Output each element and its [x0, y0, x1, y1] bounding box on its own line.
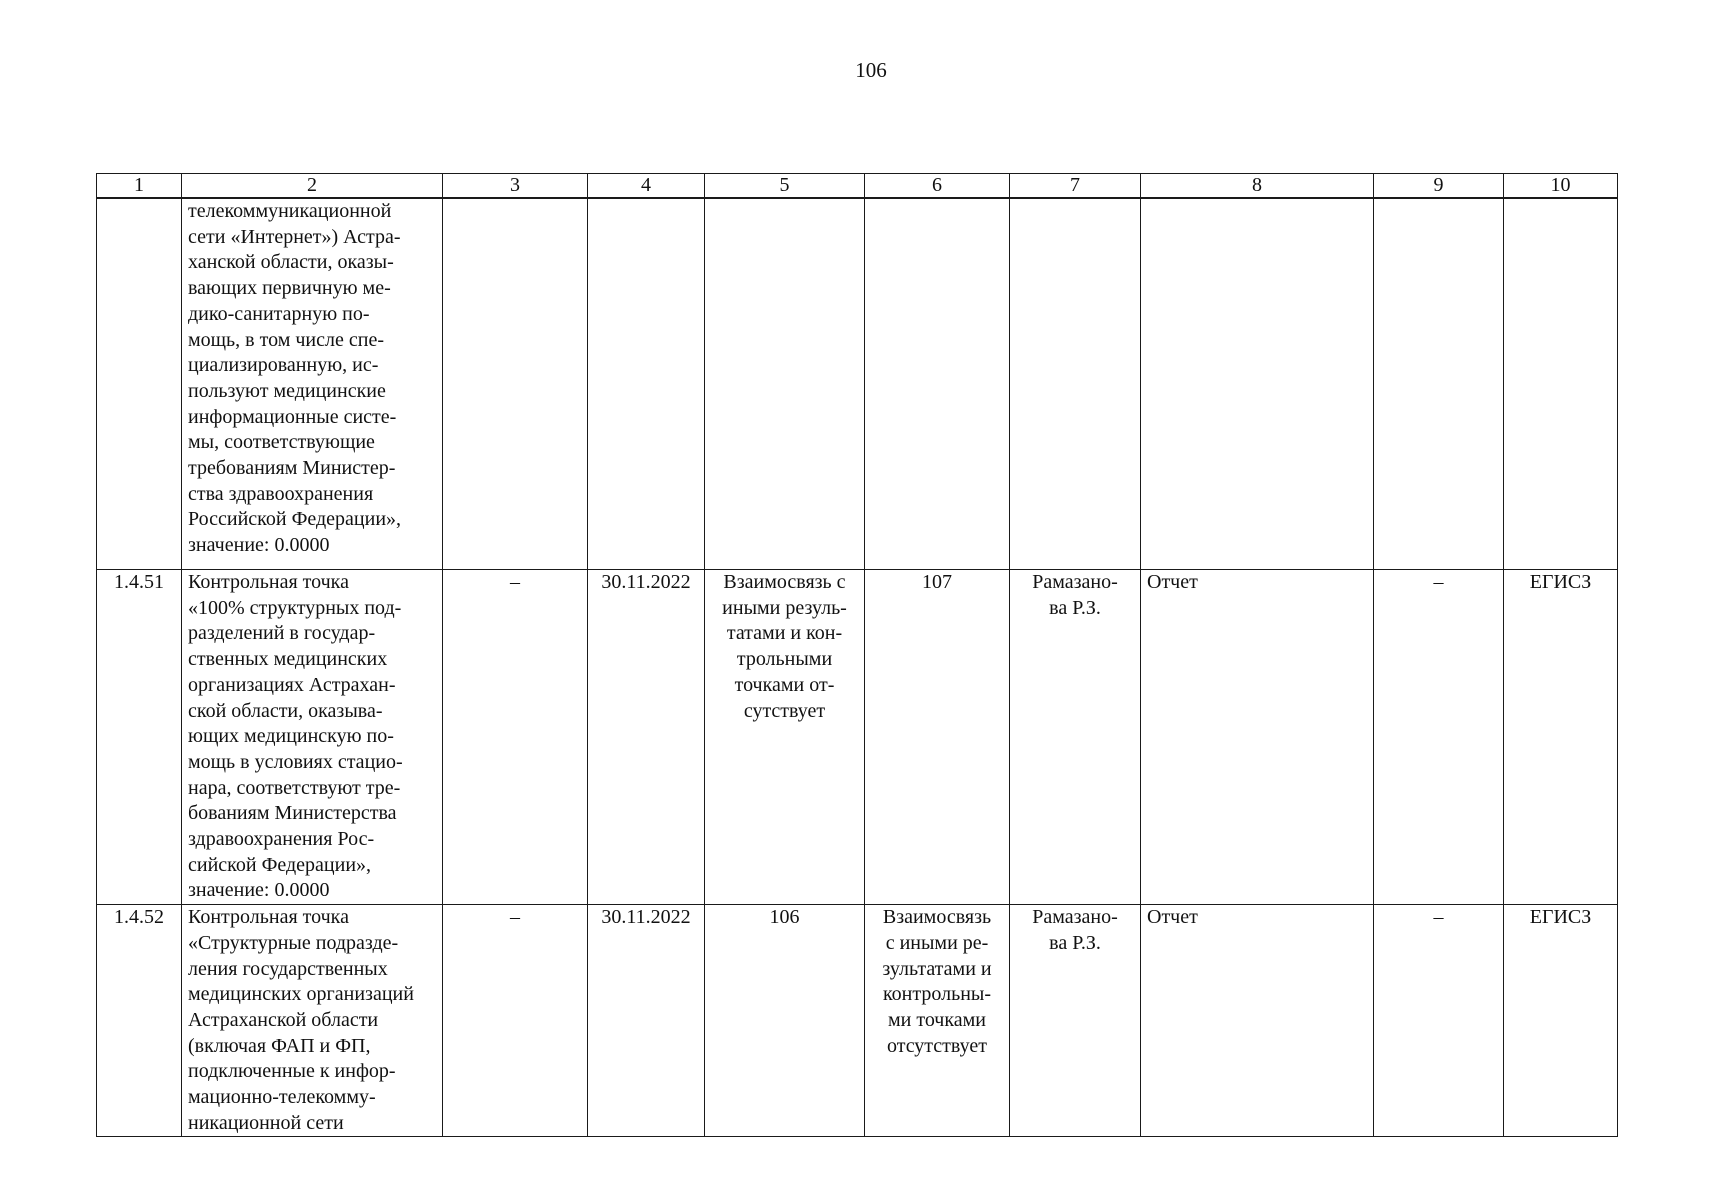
column-header: 3: [443, 174, 588, 199]
responsible-cell: Рамазано- ва Р.З.: [1010, 570, 1141, 905]
cell-col3: –: [443, 570, 588, 905]
row-number: 1.4.52: [97, 905, 182, 1137]
responsible-cell: Рамазано- ва Р.З.: [1010, 905, 1141, 1137]
table-header-row: [97, 174, 1618, 199]
cell-col6: Взаимосвязь с иными ре- зультатами и контрольны- ми точками отсутствует: [865, 905, 1010, 1137]
table-row: [97, 198, 1618, 570]
cell-col3: –: [443, 905, 588, 1137]
column-header: 7: [1010, 174, 1141, 199]
column-header: 8: [1141, 174, 1374, 199]
cell-col6: 107: [865, 570, 1010, 905]
column-header: 9: [1374, 174, 1504, 199]
checkpoint-description: телекоммуникационной сети «Интернет») Астра- ханской области, оказы- вающих первичную ме- дико-санитарную по- мощь, в том числе спе- циализированную, ис- пользуют медицинские информационные систе- мы, соответствующие требованиям Министер- ства здравоохранения Российской Федерации», значение: 0.0000: [182, 198, 443, 570]
cell-col5: [705, 198, 865, 570]
row-number: [97, 198, 182, 570]
system-cell: [1504, 198, 1618, 570]
cell-col9: –: [1374, 905, 1504, 1137]
cell-col5: 106: [705, 905, 865, 1137]
system-cell: ЕГИСЗ: [1504, 905, 1618, 1137]
column-header: 2: [182, 174, 443, 199]
cell-col6: [865, 198, 1010, 570]
date-cell: 30.11.2022: [588, 570, 705, 905]
document-type-cell: Отчет: [1141, 905, 1374, 1137]
checkpoint-description: Контрольная точка «Структурные подразде- ления государственных медицинских организаций Астраханской области (включая ФАП и ФП, подключенные к инфор- мационно-телекомму- никационной сети: [182, 905, 443, 1137]
date-cell: [588, 198, 705, 570]
row-number: 1.4.51: [97, 570, 182, 905]
cell-col5: Взаимосвязь с иными резуль- татами и кон- трольными точками от- сутствует: [705, 570, 865, 905]
column-header: 1: [97, 174, 182, 199]
column-header: 10: [1504, 174, 1618, 199]
checkpoint-description: Контрольная точка «100% структурных под- разделений в государ- ственных медицинских организациях Астрахан- ской области, оказыва- ющих медицинскую по- мощь в условиях стацио- нара, соответствуют тре- бованиям Министерства здравоохранения Рос- сийской Федерации», значение: 0.0000: [182, 570, 443, 905]
cell-col3: [443, 198, 588, 570]
cell-col9: –: [1374, 570, 1504, 905]
date-cell: 30.11.2022: [588, 905, 705, 1137]
cell-col9: [1374, 198, 1504, 570]
document-type-cell: [1141, 198, 1374, 570]
table-row: [97, 905, 1618, 1137]
responsible-cell: [1010, 198, 1141, 570]
table-row: [97, 570, 1618, 905]
column-header: 4: [588, 174, 705, 199]
document-type-cell: Отчет: [1141, 570, 1374, 905]
page-number: 106: [855, 58, 887, 82]
plan-table: [96, 173, 1618, 1137]
column-header: 5: [705, 174, 865, 199]
system-cell: ЕГИСЗ: [1504, 570, 1618, 905]
column-header: 6: [865, 174, 1010, 199]
